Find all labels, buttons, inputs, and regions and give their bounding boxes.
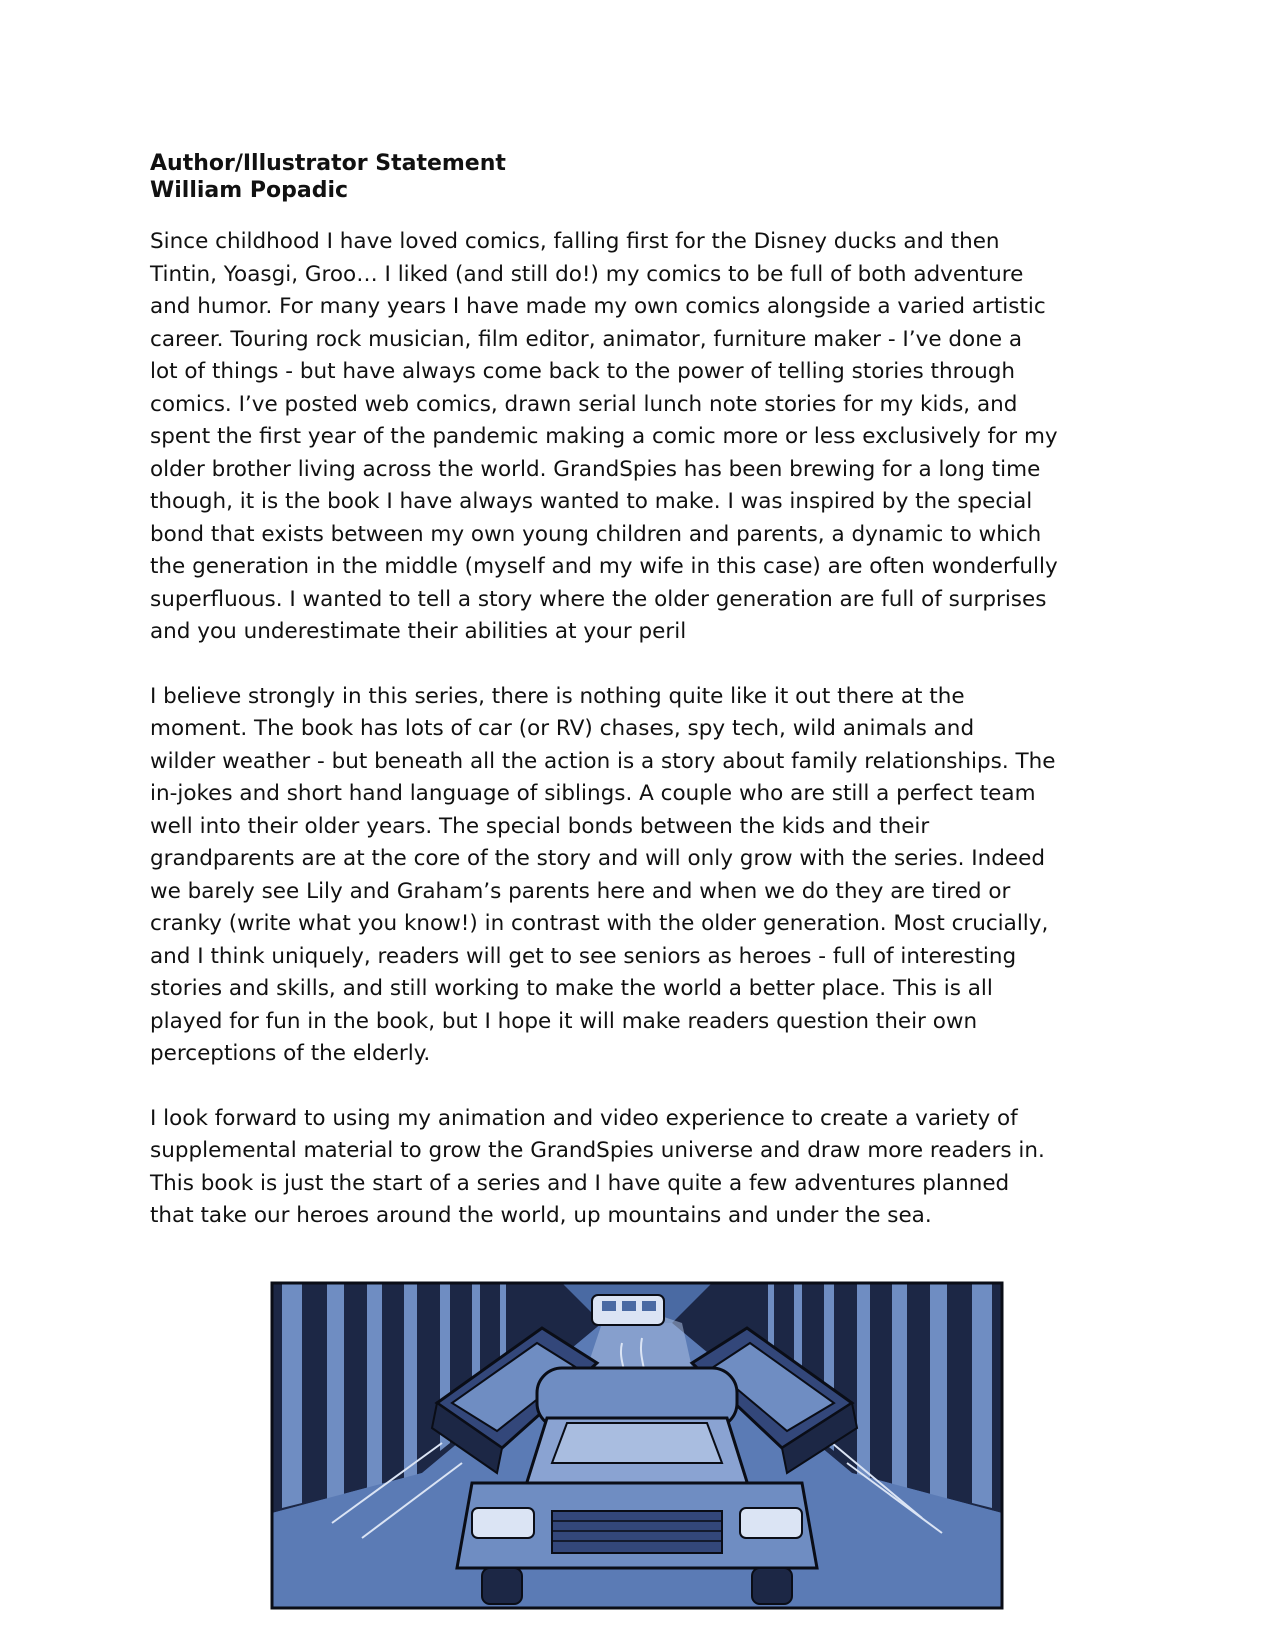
paragraph-series: I believe strongly in this series, there is nothing quite like it out there at the moment. The book has lots of car (or RV) chases, spy tech, wild animals and wilder weather - but beneath all the action is a story about family relationships. The in-jokes and short hand language of siblings. A couple who are still a perfect team well into their older years. The special bonds between the kids and their grandparents are at the core of the story and will only grow with the series. Indeed we barely see Lily and Graham’s parents here and when we do they are tired or cranky (write what you know!) in contrast with the older generation. Most crucially, and I think uniquely, readers will get to see seniors as heroes - full of interesting stories and skills, and still working to make the world a better place. This is all played for fun in the book, but I hope it will make readers question their own perceptions of the elderly.	[150, 683, 1056, 1066]
paragraph-future: I look forward to using my animation and video experience to create a variety of supplemental material to grow the GrandSpies universe and draw more readers in. This book is just the start of a series and I have quite a few adventures planned that take our heroes around the world, up mountains and under the sea.	[150, 1105, 1045, 1228]
paragraph-childhood: Since childhood I have loved comics, falling first for the Disney ducks and then Tintin, Yoasgi, Groo… I liked (and still do!) my comics to be full of both adventure and humor. For many years I have made my own comics alongside a varied artistic career. Touring rock musician, film editor, animator, furniture maker - I’ve done a lot of things - but have always come back to the power of telling stories through comics. I’ve posted web comics, drawn serial lunch note stories for my kids, and spent the first year of the pandemic making a comic more or less exclusively for my older brother living across the world. GrandSpies has been brewing for a long time though, it is the book I have always wanted to make. I was inspired by the special bond that exists between my own young children and parents, a dynamic to which the generation in the middle (myself and my wife in this case) are often wonderfully superfluous. I wanted to tell a story where the older generation are full of surprises and you underestimate their abilities at your peril	[150, 229, 1058, 644]
author-name: William Popadic	[150, 178, 349, 203]
rv-chase-drawing	[272, 1283, 1002, 1608]
rv-headlight-right	[740, 1508, 802, 1538]
distant-van	[592, 1295, 664, 1325]
rv-headlight-left	[472, 1508, 534, 1538]
statement-title: Author/Illustrator Statement	[150, 151, 506, 176]
rv-wheel-right	[752, 1568, 792, 1604]
statement-page	[150, 150, 1135, 1233]
rv-wheel-left	[482, 1568, 522, 1604]
rv-chase-illustration	[272, 1283, 1002, 1608]
